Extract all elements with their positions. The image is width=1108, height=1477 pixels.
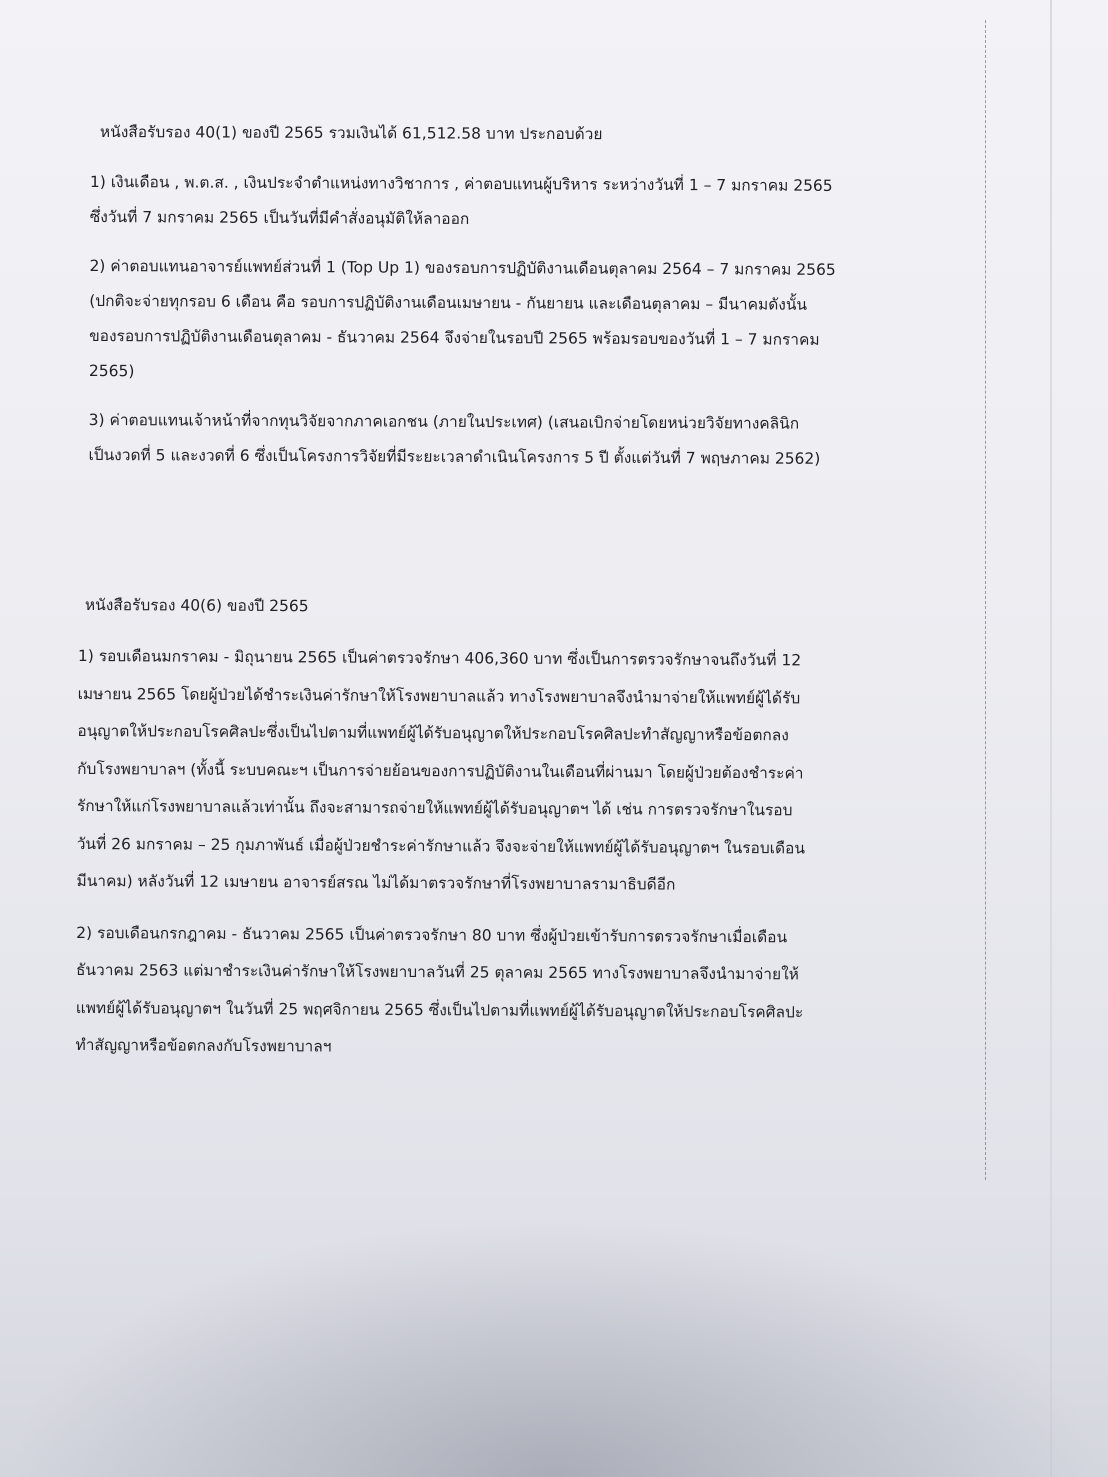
paragraph-line: 2) ค่าตอบแทนอาจารย์แพทย์ส่วนที่ 1 (Top Up 1) ของรอบการปฏิบัติงานเดือนตุลาคม 2564 – 7 มกราคม 2565: [89, 256, 836, 279]
section-2-item-2: [75, 914, 804, 1068]
paragraph-line: 1) เงินเดือน , พ.ต.ส. , เงินประจำตำแหน่งทางวิชาการ , ค่าตอบแทนผู้บริหาร ระหว่างวันที่ 1 – 7 มกราคม 2565: [89, 172, 833, 195]
section-2-item-1: [76, 638, 806, 905]
paragraph-line: 2565): [88, 361, 135, 381]
paragraph-line: อนุญาตให้ประกอบโรคศิลปะซึ่งเป็นไปตามที่แพทย์ผู้ได้รับอนุญาตให้ประกอบโรคศิลปะทำสัญญาหรือข้อตกลง: [77, 721, 789, 745]
section-2-heading: [85, 588, 309, 624]
paragraph-line: ของรอบการปฏิบัติงานเดือนตุลาคม - ธันวาคม 2564 จึงจ่ายในรอบปี 2565 พร้อมรอบของวันที่ 1 – 7 มกราคม: [89, 326, 820, 349]
paragraph-line: มีนาคม) หลังวันที่ 12 เมษายน อาจารย์สรณ ไม่ได้มาตรวจรักษาที่โรงพยาบาลรามาธิบดีอีก: [76, 871, 676, 894]
section-1-item-3: [88, 403, 835, 477]
paragraph-line: 2) รอบเดือนกรกฎาคม - ธันวาคม 2565 เป็นค่าตรวจรักษา 80 บาท ซึ่งผู้ป่วยเข้ารับการตรวจรักษาเมื่อเดือน: [76, 923, 788, 946]
paragraph-line: 3) ค่าตอบแทนเจ้าหน้าที่จากทุนวิจัยจากภาคเอกชน (ภายในประเทศ) (เสนอเบิกจ่ายโดยหน่วยวิจัยทางคลินิก: [88, 410, 800, 433]
paragraph-line: เมษายน 2565 โดยผู้ป่วยได้ชำระเงินค่ารักษาให้โรงพยาบาลแล้ว ทางโรงพยาบาลจึงนำมาจ่ายให้แพทย์ผู้ได้รับ: [77, 684, 801, 707]
paper-edge-line: [985, 20, 986, 1180]
paragraph-line: (ปกติจะจ่ายทุกรอบ 6 เดือน คือ รอบการปฏิบัติงานเดือนเมษายน - กันยายน และเดือนตุลาคม – มีนาคมดังนั้น: [89, 291, 808, 314]
paragraph-line: เป็นงวดที่ 5 และงวดที่ 6 ซึ่งเป็นโครงการวิจัยที่มีระยะเวลาดำเนินโครงการ 5 ปี ตั้งแต่วันที่ 7 พฤษภาคม 2562): [88, 445, 821, 468]
heading-text: หนังสือรับรอง 40(1) ของปี 2565 รวมเงินได้ 61,512.58 บาท ประกอบด้วย: [99, 122, 603, 144]
paragraph-line: ทำสัญญาหรือข้อตกลงกับโรงพยาบาลฯ: [75, 1035, 332, 1056]
section-1-item-1: [90, 165, 837, 239]
paragraph-line: กับโรงพยาบาลฯ (ทั้งนี้ ระบบคณะฯ เป็นการจ่ายย้อนของการปฏิบัติงานในเดือนที่ผ่านมา โดยผู้ป่วยต้องชำระค่า: [77, 759, 804, 782]
heading-text: หนังสือรับรอง 40(6) ของปี 2565: [84, 595, 309, 616]
paragraph-line: วันที่ 26 มกราคม – 25 กุมภาพันธ์ เมื่อผู้ป่วยชำระค่ารักษาแล้ว จึงจะจ่ายให้แพทย์ผู้ได้รับอนุญาตฯ ในรอบเดือน: [76, 834, 806, 857]
paragraph-line: รักษาให้แก่โรงพยาบาลแล้วเท่านั้น ถึงจะสามารถจ่ายให้แพทย์ผู้ได้รับอนุญาตฯ ได้ เช่น การตรวจรักษาในรอบ: [76, 796, 793, 820]
section-1-item-2: [89, 249, 836, 393]
section-2-items: [75, 638, 806, 1083]
paragraph-line: แพทย์ผู้ได้รับอนุญาตฯ ในวันที่ 25 พฤศจิกายน 2565 ซึ่งเป็นไปตามที่แพทย์ผู้ได้รับอนุญาตให้ประกอบโรคศิลปะ: [75, 998, 804, 1021]
paragraph-line: ธันวาคม 2563 แต่มาชำระเงินค่ารักษาให้โรงพยาบาลวันที่ 25 ตุลาคม 2565 ทางโรงพยาบาลจึงนำมาจ่ายให้: [75, 960, 799, 984]
section-1-heading: [100, 115, 603, 152]
section-1-items: [88, 165, 836, 491]
paragraph-line: 1) รอบเดือนมกราคม - มิถุนายน 2565 เป็นค่าตรวจรักษา 406,360 บาท ซึ่งเป็นการตรวจรักษาจนถึงวันที่ 12: [77, 646, 802, 670]
paragraph-line: ซึ่งวันที่ 7 มกราคม 2565 เป็นวันที่มีคำสั่งอนุมัติให้ลาออก: [89, 207, 470, 228]
paper-fold: [1050, 0, 1052, 1477]
